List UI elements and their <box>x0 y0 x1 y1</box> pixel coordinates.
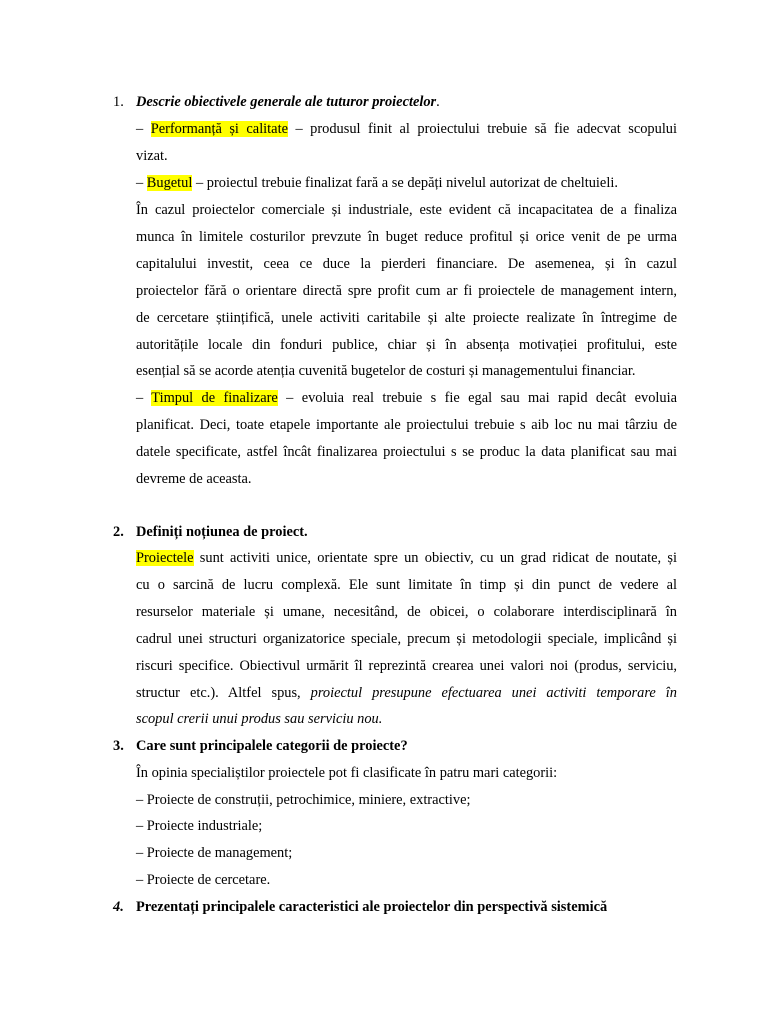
highlight-projects: Proiectele <box>136 550 194 566</box>
paragraph-line: autoritățile locale din fonduri publice, chiar și în absența motivației profitului, este <box>136 337 677 353</box>
paragraph-line: cadrul unei structuri organizatorice speciale, precum și metodologii speciale, implicând și <box>136 631 677 647</box>
section-1-title-end: . <box>436 94 440 110</box>
category-item: – Proiecte de management; <box>136 845 293 861</box>
paragraph-line: datele specificate, astfel încât finalizarea proiectului s se produc la data planificat sau mai <box>136 444 677 460</box>
paragraph-line: munca în limitele costurilor prevzute în buget reduce profitul și orice venit de pe urma <box>136 229 677 245</box>
categories-intro: În opinia specialiștilor proiectele pot fi clasificate în patru mari categorii: <box>136 765 558 781</box>
paragraph-line: capitalului investit, ceea ce duce la pierderi financiare. De asemenea, și în cazul <box>136 256 677 272</box>
section-3-title: Care sunt principalele categorii de proiecte? <box>136 738 408 754</box>
paragraph-line: vizat. <box>136 148 168 164</box>
paragraph-line: cu o sarcină de lucru complexă. Ele sunt limitate în timp și din punct de vedere al <box>136 577 677 593</box>
section-1-number: 1. <box>113 94 124 110</box>
italic-definition: proiectul presupune efectuarea unei activiti temporare în <box>310 685 677 701</box>
paragraph-line: proiectelor fără o orientare directă spre profit cum ar fi proiectele de management intern, <box>136 283 677 299</box>
paragraph-line: planificat. Deci, toate etapele importante ale proiectului trebuie s aib loc nu mai târziu de <box>136 417 677 433</box>
italic-definition-end: scopul crerii unui produs sau serviciu nou. <box>136 711 383 727</box>
completion-time-text: – evoluia real trebuie s fie egal sau mai rapid decât evoluia <box>277 390 677 406</box>
paragraph-line <box>136 684 677 702</box>
highlight-performance-quality: Performanță și calitate <box>150 121 288 137</box>
section-2-number: 2. <box>113 524 124 540</box>
highlight-completion-time: Timpul de finalizare <box>151 390 278 406</box>
plain-text: structur etc.). Altfel spus, <box>136 685 311 701</box>
section-4-number: 4. <box>113 899 124 915</box>
paragraph-line: esențial să se acorde atenția cuvenită bugetelor de costuri și managementului financiar. <box>136 363 636 379</box>
performance-quality-line <box>136 120 677 138</box>
budget-text: – proiectul trebuie finalizat fară a se depăți nivelul autorizat de cheltuieli. <box>192 175 618 191</box>
paragraph-line: riscuri specifice. Obiectivul urmărit îl reprezintă crearea unei valori noi (produs, serviciu, <box>136 658 677 674</box>
section-3-number: 3. <box>113 738 124 754</box>
paragraph-line: În cazul proiectelor comerciale și industriale, este evident că incapacitatea de a finaliza <box>136 202 677 218</box>
paragraph-line: resurselor materiale și umane, necesitând, de obicei, o colaborare interdisciplinară în <box>136 604 677 620</box>
section-1-title: Descrie obiectivele generale ale tuturor proiectelor <box>136 94 437 110</box>
highlight-budget: Bugetul <box>146 175 193 191</box>
section-4-title: Prezentați principalele caracteristici ale proiectelor din perspectivă sistemică <box>136 899 608 915</box>
dash: – <box>136 121 151 137</box>
definition-line <box>136 549 677 567</box>
dash: – <box>136 175 147 191</box>
performance-quality-text: – produsul finit al proiectului trebuie să fie adecvat scopului <box>287 121 678 137</box>
section-1-heading <box>136 93 677 111</box>
section-2-title: Definiți noțiunea de proiect. <box>136 524 308 540</box>
paragraph-line: devreme de aceasta. <box>136 471 252 487</box>
category-item: – Proiecte de cercetare. <box>136 872 271 888</box>
category-item: – Proiecte de construții, petrochimice, miniere, extractive; <box>136 792 471 808</box>
category-item: – Proiecte industriale; <box>136 818 263 834</box>
budget-line <box>136 174 677 192</box>
paragraph-line: de cercetare științifică, unele activiti caritabile și alte proiecte realizate în întregime de <box>136 310 677 326</box>
completion-time-line <box>136 389 677 407</box>
dash: – <box>136 390 152 406</box>
definition-text: sunt activiti unice, orientate spre un obiectiv, cu un grad ridicat de noutate, și <box>193 550 677 566</box>
